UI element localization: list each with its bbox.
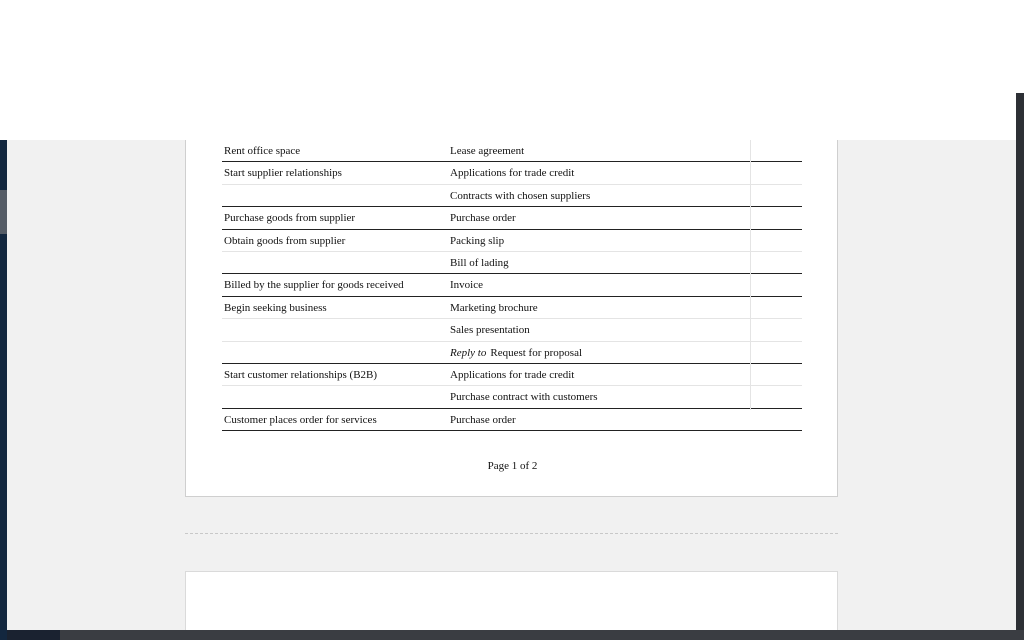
page-break-separator (185, 533, 838, 534)
document-cell: Purchase order (450, 212, 516, 225)
table-row (222, 342, 802, 364)
activity-cell: Rent office space (224, 145, 301, 157)
document-cell: Contracts with chosen suppliers (450, 189, 591, 202)
document-cell: Sales presentation (450, 324, 530, 337)
document-cell (450, 347, 582, 359)
document-cell: Applications for trade credit (450, 368, 575, 381)
page-number: Page 1 of 2 (487, 460, 538, 472)
table-column-divider (750, 140, 751, 410)
table-row (222, 230, 802, 252)
table-row (222, 274, 802, 296)
document-cell: Bill of lading (450, 256, 509, 269)
document-cell: Lease agreement (450, 145, 525, 157)
document-cell: Purchase contract with customers (450, 391, 598, 404)
activity-cell: Customer places order for services (224, 413, 377, 426)
activity-cell: Start supplier relationships (224, 167, 342, 180)
activity-cell: Billed by the supplier for goods received (224, 279, 404, 292)
activity-cell: Begin seeking business (224, 301, 327, 314)
table-row (222, 185, 802, 207)
document-cell: Invoice (450, 279, 483, 292)
activity-cell: Obtain goods from supplier (224, 234, 346, 247)
table-row (222, 162, 802, 184)
document-cell: Packing slip (450, 234, 505, 247)
table-row (222, 207, 802, 229)
left-panel-handle[interactable] (0, 190, 7, 234)
vertical-scrollbar[interactable] (1016, 93, 1024, 640)
top-blank-area (0, 0, 1024, 140)
document-page-1 (185, 140, 838, 497)
table-row (222, 409, 802, 431)
document-page-2 (185, 571, 838, 630)
table-row (222, 297, 802, 319)
table-row (222, 252, 802, 274)
activity-document-table (222, 140, 802, 431)
table-row (222, 364, 802, 386)
activity-cell: Start customer relationships (B2B) (224, 368, 378, 381)
table-row (222, 319, 802, 341)
table-row (222, 386, 802, 408)
document-cell: Applications for trade credit (450, 167, 575, 180)
horizontal-scrollbar[interactable] (60, 630, 1024, 640)
table-row (222, 140, 802, 162)
document-prefix: Reply to (450, 346, 487, 359)
document-cell: Purchase order (450, 413, 516, 426)
document-text: Request for proposal (490, 346, 583, 359)
activity-cell: Purchase goods from supplier (224, 212, 356, 225)
document-cell: Marketing brochure (450, 301, 538, 314)
